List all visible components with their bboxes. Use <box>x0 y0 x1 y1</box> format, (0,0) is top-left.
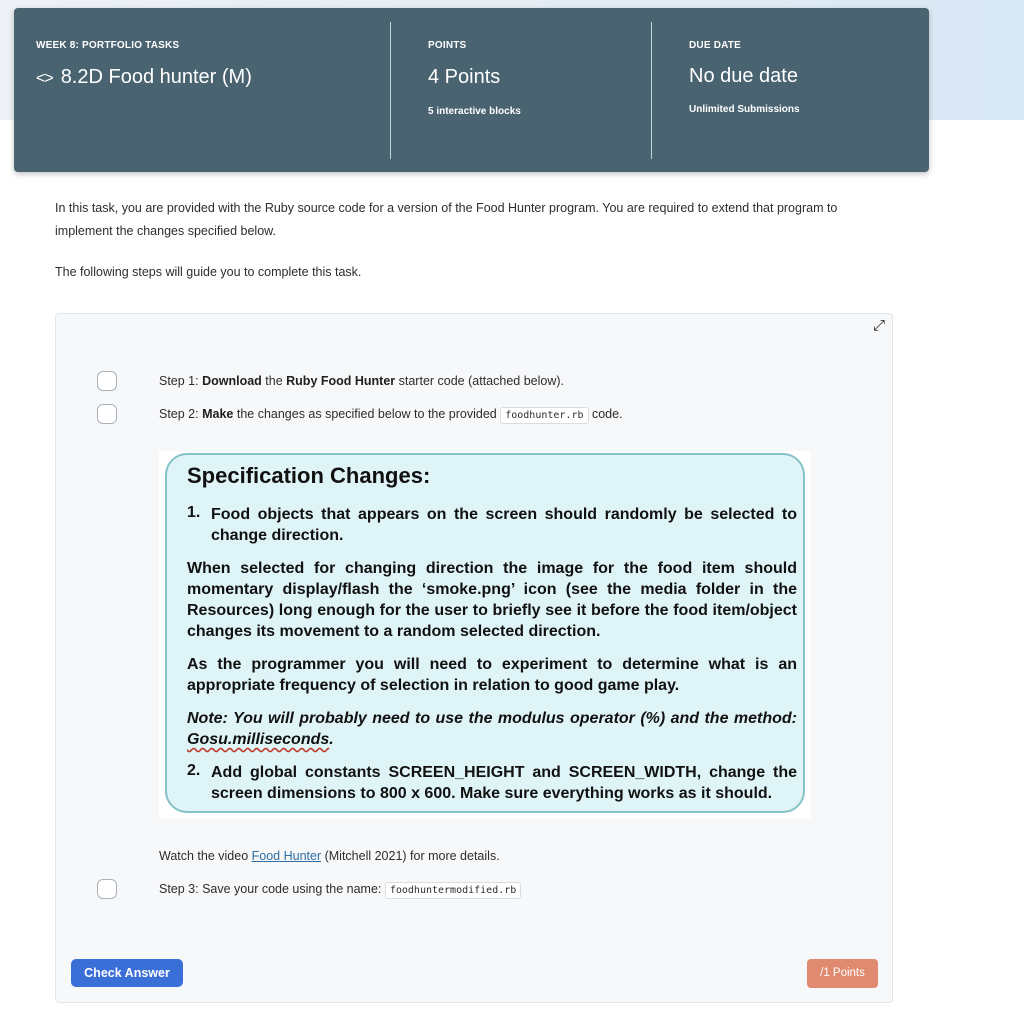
inline-code-filename: foodhuntermodified.rb <box>385 882 521 899</box>
video-text: Watch the video Food Hunter (Mitchell 2021) for more details. <box>159 849 500 863</box>
header-divider <box>651 22 652 159</box>
interactive-steps-card <box>55 313 893 1003</box>
specification-image <box>159 451 811 818</box>
task-header <box>14 8 929 172</box>
specification-box <box>165 453 805 813</box>
check-answer-button[interactable]: Check Answer <box>71 959 183 987</box>
points-column <box>428 8 658 172</box>
task-title <box>36 66 252 89</box>
step1-text: Step 1: Download the Ruby Food Hunter starter code (attached below). <box>159 374 564 388</box>
spec-item-number: 2. <box>187 762 201 779</box>
spec-paragraph-frequency: As the programmer you will need to experiment to determine what is an appropriate frequency of selection in relation to good game play. <box>187 656 797 694</box>
step3-text: Step 3: Save your code using the name: foodhuntermodified.rb <box>159 882 521 896</box>
spec-title: Specification Changes: <box>187 463 431 488</box>
task-title-text: 8.2D Food hunter (M) <box>60 66 252 88</box>
due-date-column <box>689 8 919 172</box>
food-hunter-video-link[interactable]: Food Hunter <box>251 849 322 863</box>
points-subtext: 5 interactive blocks <box>428 106 521 117</box>
points-label: POINTS <box>428 40 467 51</box>
points-badge: /1 Points <box>807 959 878 988</box>
inline-code-filename: foodhunter.rb <box>500 407 588 424</box>
due-date-value: No due date <box>689 65 798 87</box>
step2-text: Step 2: Make the changes as specified below to the provided foodhunter.rb code. <box>159 407 623 421</box>
spec-note: Note: You will probably need to use the modulus operator (%) and the method: Gosu.milliseconds. <box>187 710 797 748</box>
intro-guide-text: The following steps will guide you to complete this task. <box>55 265 362 279</box>
points-value: 4 Points <box>428 66 501 88</box>
task-label: WEEK 8: PORTFOLIO TASKS <box>36 40 180 51</box>
step1-checkbox[interactable] <box>97 371 117 391</box>
due-date-label: DUE DATE <box>689 40 741 51</box>
intro-paragraph: In this task, you are provided with the Ruby source code for a version of the Food Hunter program. You are required to extend that program to implement the changes specified below. <box>55 201 838 238</box>
expand-diagonal-icon[interactable]: ⤢ <box>872 317 885 334</box>
spec-item-number: 1. <box>187 504 201 521</box>
header-divider <box>390 22 391 159</box>
spec-item-2: Add global constants SCREEN_HEIGHT and SCREEN_WIDTH, change the screen dimensions to 800 x 600. Make sure everything works as it should. <box>211 764 797 802</box>
code-brackets-icon: <> <box>36 70 53 87</box>
due-date-subtext: Unlimited Submissions <box>689 104 800 115</box>
spec-item-1: Food objects that appears on the screen should randomly be selected to change direction. <box>211 506 797 544</box>
step2-checkbox[interactable] <box>97 404 117 424</box>
step3-checkbox[interactable] <box>97 879 117 899</box>
task-column <box>36 8 386 172</box>
spec-paragraph-smoke: When selected for changing direction the image for the food item should momentary display/flash the ‘smoke.png’ icon (see the media folder in the Resources) long enough for the user to briefly see it before the food item/object changes its movement to a random selected direction. <box>187 560 797 640</box>
